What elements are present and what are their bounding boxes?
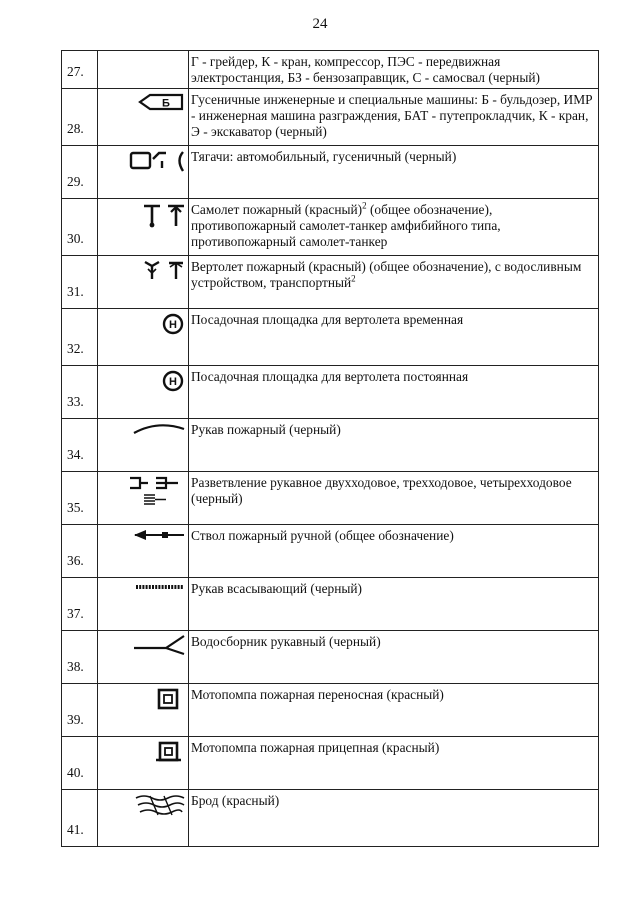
row-number: 40. — [62, 737, 98, 790]
table-row — [62, 256, 599, 309]
table-row — [62, 472, 599, 525]
symbol-cell — [98, 684, 189, 737]
table-row — [62, 146, 599, 199]
symbol-cell — [98, 790, 189, 847]
symbol-cell — [98, 631, 189, 684]
row-description: Мотопомпа пожарная переносная (красный) — [189, 684, 599, 737]
row-number: 37. — [62, 578, 98, 631]
trailer-motor-pump-icon — [150, 740, 186, 766]
row-description: Водосборник рукавный (черный) — [189, 631, 599, 684]
row-number: 38. — [62, 631, 98, 684]
row-number: 28. — [62, 89, 98, 146]
symbol-cell — [98, 419, 189, 472]
symbol-cell — [98, 199, 189, 256]
svg-text:H: H — [169, 376, 177, 388]
table-row — [62, 51, 599, 89]
row-description: Разветвление рукавное двухходовое, трехходовое, четырехходовое (черный) — [189, 472, 599, 525]
symbol-legend-table — [61, 50, 599, 847]
symbol-cell — [98, 256, 189, 309]
symbol-cell — [98, 51, 189, 89]
symbol-cell — [98, 472, 189, 525]
row-number: 27. — [62, 51, 98, 89]
table-row — [62, 684, 599, 737]
row-number: 34. — [62, 419, 98, 472]
row-description: Гусеничные инженерные и специальные машины: Б - бульдозер, ИМР - инженерная машина разграждения, БАТ - путепрокладчик, К - кран, Э - экскаватор (черный) — [189, 89, 599, 146]
row-number: 29. — [62, 146, 98, 199]
ford-icon — [134, 793, 186, 819]
symbol-cell — [98, 89, 189, 146]
symbol-cell — [98, 737, 189, 790]
suction-hose-icon — [134, 581, 186, 593]
table-row — [62, 366, 599, 419]
table-row — [62, 578, 599, 631]
helipad-temporary-icon — [150, 312, 186, 336]
hose-collector-icon — [132, 634, 186, 656]
row-number: 39. — [62, 684, 98, 737]
row-number: 41. — [62, 790, 98, 847]
row-description: Посадочная площадка для вертолета постоянная — [189, 366, 599, 419]
svg-text:Б: Б — [162, 97, 170, 110]
row-number: 35. — [62, 472, 98, 525]
row-number: 30. — [62, 199, 98, 256]
fire-helicopter-icon — [142, 259, 186, 283]
fire-hose-icon — [132, 422, 186, 436]
table-row — [62, 199, 599, 256]
page-number: 24 — [312, 16, 328, 32]
row-description: Рукав пожарный (черный) — [189, 419, 599, 472]
row-description: Рукав всасывающий (черный) — [189, 578, 599, 631]
row-description: Самолет пожарный (красный)$^2$ (общее обозначение), противопожарный самолет-танкер амфибийного типа, противопожарный самолет-танкер — [189, 199, 599, 256]
row-description: Брод (красный) — [189, 790, 599, 847]
symbol-cell — [98, 309, 189, 366]
table-row — [62, 309, 599, 366]
symbol-cell — [98, 146, 189, 199]
row-description: Вертолет пожарный (красный) (общее обозначение), с водосливным устройством, транспортный$^2$ — [189, 256, 599, 309]
hand-nozzle-icon — [132, 528, 186, 542]
table-row — [62, 419, 599, 472]
row-number: 33. — [62, 366, 98, 419]
fire-airplane-icon — [142, 202, 186, 230]
hose-branching-icon — [128, 475, 186, 505]
row-description: Мотопомпа пожарная прицепная (красный) — [189, 737, 599, 790]
row-description: Г - грейдер, К - кран, компрессор, ПЭС - передвижная электростанция, БЗ - бензозаправщик, С - самосвал (черный) — [189, 51, 599, 89]
table-row — [62, 89, 599, 146]
symbol-cell — [98, 525, 189, 578]
table-row — [62, 790, 599, 847]
tractor-icon — [128, 149, 186, 173]
symbol-cell — [98, 578, 189, 631]
table-row — [62, 631, 599, 684]
table-row — [62, 525, 599, 578]
row-number: 32. — [62, 309, 98, 366]
row-number: 31. — [62, 256, 98, 309]
row-description: Ствол пожарный ручной (общее обозначение) — [189, 525, 599, 578]
row-description: Посадочная площадка для вертолета временная — [189, 309, 599, 366]
row-description: Тягачи: автомобильный, гусеничный (черный) — [189, 146, 599, 199]
helipad-permanent-icon — [150, 369, 186, 393]
svg-text:H: H — [169, 319, 177, 331]
portable-motor-pump-icon — [150, 687, 186, 711]
symbol-cell — [98, 366, 189, 419]
row-number: 36. — [62, 525, 98, 578]
table-row — [62, 737, 599, 790]
tracked-engineering-vehicle-icon — [136, 92, 186, 112]
